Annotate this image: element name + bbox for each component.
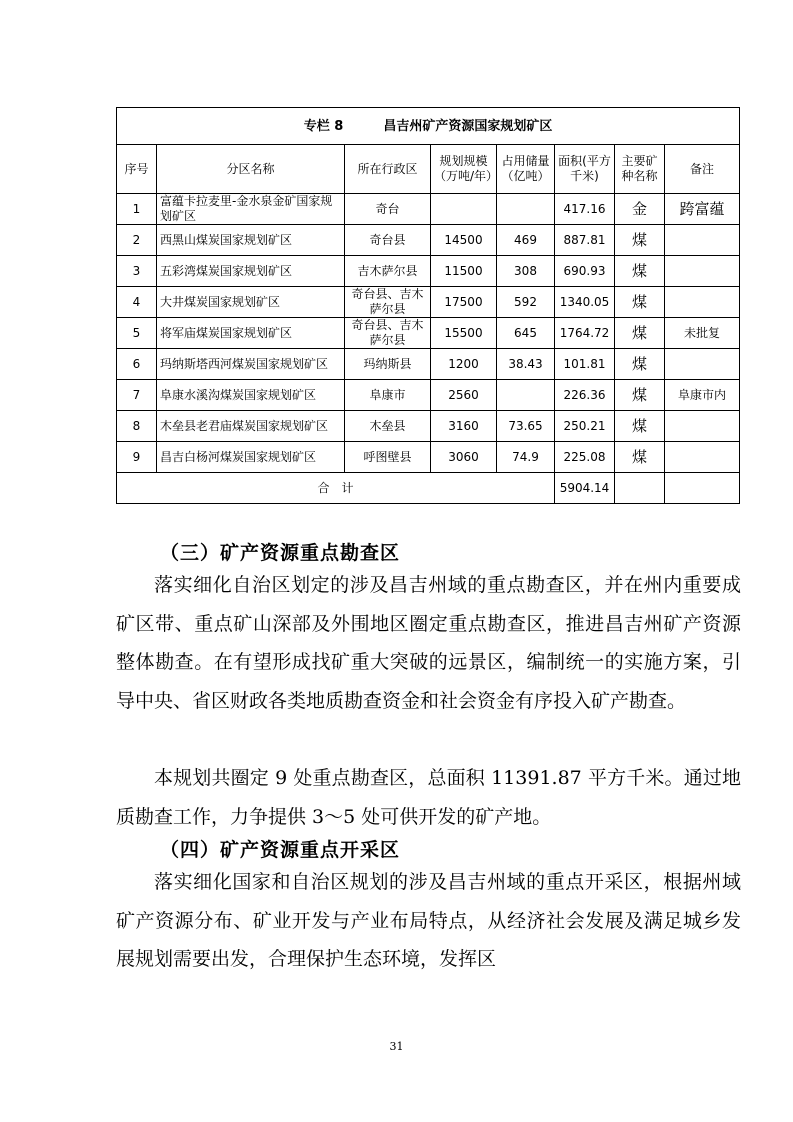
mining-area-table xyxy=(116,107,740,504)
cell-region: 奇台县、吉木萨尔县 xyxy=(345,318,431,349)
cell-name: 五彩湾煤炭国家规划矿区 xyxy=(157,256,345,287)
caption-title: 昌吉州矿产资源国家规划矿区 xyxy=(383,118,553,134)
table-header-row xyxy=(117,145,740,194)
table-row xyxy=(117,442,740,473)
table-row xyxy=(117,318,740,349)
cell-area: 101.81 xyxy=(555,349,615,380)
cell-reserve: 38.43 xyxy=(497,349,555,380)
header-mineral: 主要矿种名称 xyxy=(615,145,665,194)
cell-mineral: 金 xyxy=(615,194,665,225)
cell-mineral: 煤 xyxy=(615,256,665,287)
cell-mineral: 煤 xyxy=(615,349,665,380)
cell-seq: 7 xyxy=(117,380,157,411)
cell-mineral: 煤 xyxy=(615,380,665,411)
cell-note xyxy=(665,225,740,256)
table-row xyxy=(117,225,740,256)
cell-area: 417.16 xyxy=(555,194,615,225)
cell-region: 奇台 xyxy=(345,194,431,225)
cell-note xyxy=(665,442,740,473)
cell-seq: 9 xyxy=(117,442,157,473)
cell-note xyxy=(665,256,740,287)
header-scale: 规划规模（万吨/年） xyxy=(431,145,497,194)
header-reserve: 占用储量（亿吨） xyxy=(497,145,555,194)
total-note-empty xyxy=(665,473,740,504)
cell-reserve: 74.9 xyxy=(497,442,555,473)
table-row xyxy=(117,194,740,225)
cell-mineral: 煤 xyxy=(615,442,665,473)
header-region: 所在行政区 xyxy=(345,145,431,194)
cell-mineral: 煤 xyxy=(615,318,665,349)
cell-scale xyxy=(431,194,497,225)
cell-seq: 5 xyxy=(117,318,157,349)
table-body xyxy=(117,194,740,473)
section3-heading: （三）矿产资源重点勘查区 xyxy=(160,542,401,564)
cell-region: 呼图壁县 xyxy=(345,442,431,473)
total-area: 5904.14 xyxy=(555,473,615,504)
cell-region: 木垒县 xyxy=(345,411,431,442)
cell-scale: 3160 xyxy=(431,411,497,442)
cell-name: 昌吉白杨河煤炭国家规划矿区 xyxy=(157,442,345,473)
cell-name: 玛纳斯塔西河煤炭国家规划矿区 xyxy=(157,349,345,380)
cell-mineral: 煤 xyxy=(615,225,665,256)
cell-note xyxy=(665,287,740,318)
cell-seq: 4 xyxy=(117,287,157,318)
header-note: 备注 xyxy=(665,145,740,194)
header-area: 面积(平方千米) xyxy=(555,145,615,194)
table-row xyxy=(117,411,740,442)
cell-seq: 8 xyxy=(117,411,157,442)
cell-reserve xyxy=(497,380,555,411)
cell-mineral: 煤 xyxy=(615,287,665,318)
cell-scale: 3060 xyxy=(431,442,497,473)
cell-name: 阜康水溪沟煤炭国家规划矿区 xyxy=(157,380,345,411)
table-caption xyxy=(117,108,740,145)
cell-scale: 11500 xyxy=(431,256,497,287)
table-row xyxy=(117,256,740,287)
mining-area-table-wrapper xyxy=(116,107,739,504)
cell-reserve: 592 xyxy=(497,287,555,318)
cell-scale: 1200 xyxy=(431,349,497,380)
cell-reserve: 73.65 xyxy=(497,411,555,442)
cell-note: 阜康市内 xyxy=(665,380,740,411)
cell-note xyxy=(665,411,740,442)
cell-reserve: 308 xyxy=(497,256,555,287)
cell-area: 250.21 xyxy=(555,411,615,442)
table-row xyxy=(117,287,740,318)
cell-seq: 6 xyxy=(117,349,157,380)
section3-paragraph-2: 本规划共圈定 9 处重点勘查区，总面积 11391.87 平方千米。通过地质勘查工作，力争提供 3～5 处可供开发的矿产地。 xyxy=(116,767,741,828)
cell-note xyxy=(665,349,740,380)
caption-label: 专栏 8 xyxy=(303,118,344,134)
table-row xyxy=(117,380,740,411)
cell-region: 吉木萨尔县 xyxy=(345,256,431,287)
cell-region: 奇台县 xyxy=(345,225,431,256)
cell-note: 未批复 xyxy=(665,318,740,349)
total-label: 合 计 xyxy=(117,473,555,504)
header-seq: 序号 xyxy=(117,145,157,194)
cell-area: 226.36 xyxy=(555,380,615,411)
cell-scale: 15500 xyxy=(431,318,497,349)
cell-name: 将军庙煤炭国家规划矿区 xyxy=(157,318,345,349)
cell-seq: 2 xyxy=(117,225,157,256)
cell-region: 玛纳斯县 xyxy=(345,349,431,380)
section3-paragraph-1: 落实细化自治区划定的涉及昌吉州域的重点勘查区，并在州内重要成矿区带、重点矿山深部及外围地区圈定重点勘查区，推进昌吉州矿产资源整体勘查。在有望形成找矿重大突破的远景区，编制统一的实施方案，引导中央、省区财政各类地质勘查资金和社会资金有序投入矿产勘查。 xyxy=(116,574,741,712)
cell-area: 1764.72 xyxy=(555,318,615,349)
section4-heading: （四）矿产资源重点开采区 xyxy=(160,839,401,861)
cell-area: 1340.05 xyxy=(555,287,615,318)
cell-name: 大井煤炭国家规划矿区 xyxy=(157,287,345,318)
section4-paragraph-1: 落实细化国家和自治区规划的涉及昌吉州域的重点开采区，根据州域矿产资源分布、矿业开发与产业布局特点，从经济社会发展及满足城乡发展规划需要出发，合理保护生态环境，发挥区 xyxy=(116,871,741,970)
cell-area: 887.81 xyxy=(555,225,615,256)
cell-scale: 2560 xyxy=(431,380,497,411)
cell-name: 木垒县老君庙煤炭国家规划矿区 xyxy=(157,411,345,442)
cell-reserve: 645 xyxy=(497,318,555,349)
cell-seq: 1 xyxy=(117,194,157,225)
table-row xyxy=(117,349,740,380)
cell-area: 690.93 xyxy=(555,256,615,287)
table-total-row xyxy=(117,473,740,504)
cell-mineral: 煤 xyxy=(615,411,665,442)
cell-region: 阜康市 xyxy=(345,380,431,411)
cell-reserve xyxy=(497,194,555,225)
cell-note: 跨富蕴 xyxy=(665,194,740,225)
page-number: 31 xyxy=(389,1040,404,1053)
cell-region: 奇台县、吉木萨尔县 xyxy=(345,287,431,318)
cell-reserve: 469 xyxy=(497,225,555,256)
header-name: 分区名称 xyxy=(157,145,345,194)
cell-name: 西黑山煤炭国家规划矿区 xyxy=(157,225,345,256)
total-mineral-empty xyxy=(615,473,665,504)
cell-area: 225.08 xyxy=(555,442,615,473)
cell-scale: 14500 xyxy=(431,225,497,256)
cell-name: 富蕴卡拉麦里-金水泉金矿国家规划矿区 xyxy=(157,194,345,225)
cell-seq: 3 xyxy=(117,256,157,287)
cell-scale: 17500 xyxy=(431,287,497,318)
